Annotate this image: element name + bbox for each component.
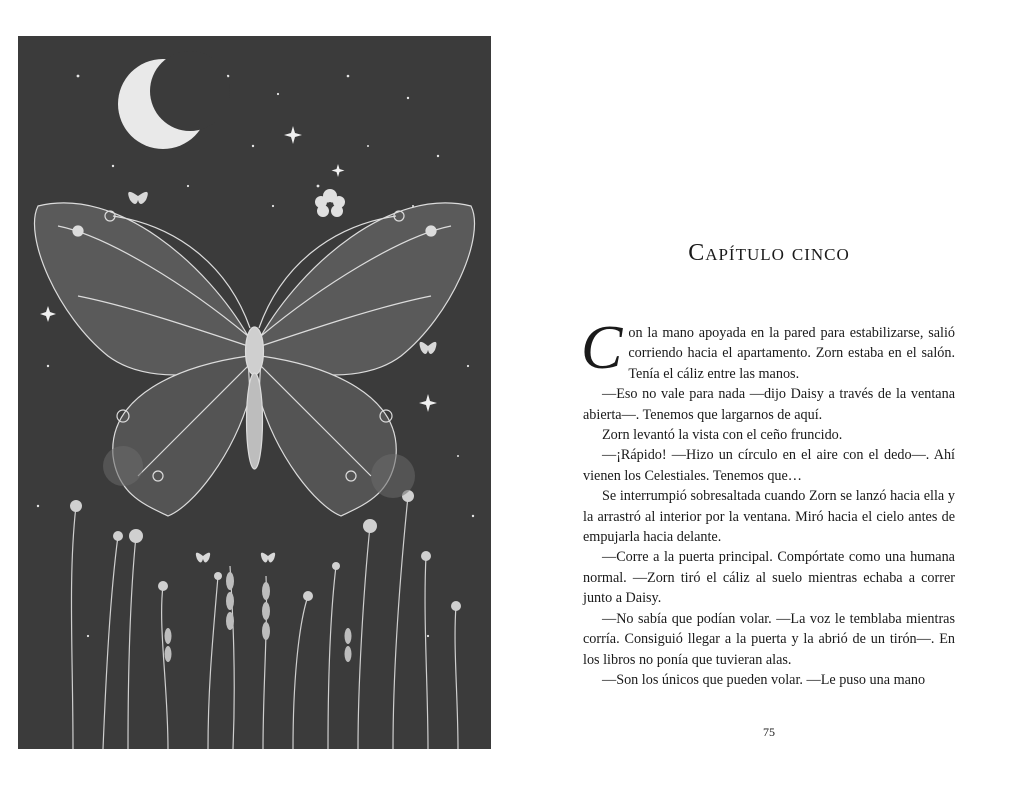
paragraph: —¡Rápido! —Hizo un círculo en el aire con el dedo—. Ahí vienen los Celestiales. Tenemos que… [583, 447, 955, 484]
chapter-body [581, 314, 955, 690]
paragraph: —Corre a la puerta principal. Compórtate como una humana normal. —Zorn tiró el cáliz al suelo mientras echaba a correr junto a Daisy. [583, 549, 955, 607]
paragraph: —Son los únicos que pueden volar. —Le puso una mano [602, 671, 926, 688]
paragraph-text: on la mano apoyada en la pared para estabilizarse, salió corriendo hacia el apartamento. Zorn estaba en el salón. Tenía el cáliz entre las manos. [628, 325, 955, 382]
paragraph: Se interrumpió sobresaltada cuando Zorn se lanzó hacia ella y la arrastró al interior por la ventana. Miró hacia el cielo antes de empujarla hacia delante. [583, 488, 955, 546]
page-number: 75 [763, 725, 775, 739]
chapter-illustration [18, 36, 491, 749]
text-page [583, 0, 955, 785]
paragraph [581, 314, 955, 384]
paragraph: —Eso no vale para nada —dijo Daisy a través de la ventana abierta—. Tenemos que largarnos de aquí. [583, 386, 955, 423]
drop-cap: C [581, 314, 623, 382]
paragraph: —No sabía que podían volar. —La voz le temblaba mientras corría. Consiguió llegar a la puerta y la abrió de un tirón—. En los libros no ponía que tuvieran alas. [583, 610, 955, 668]
chapter-title: Capítulo cinco [688, 240, 850, 266]
paragraph: Zorn levantó la vista con el ceño fruncido. [602, 427, 843, 444]
